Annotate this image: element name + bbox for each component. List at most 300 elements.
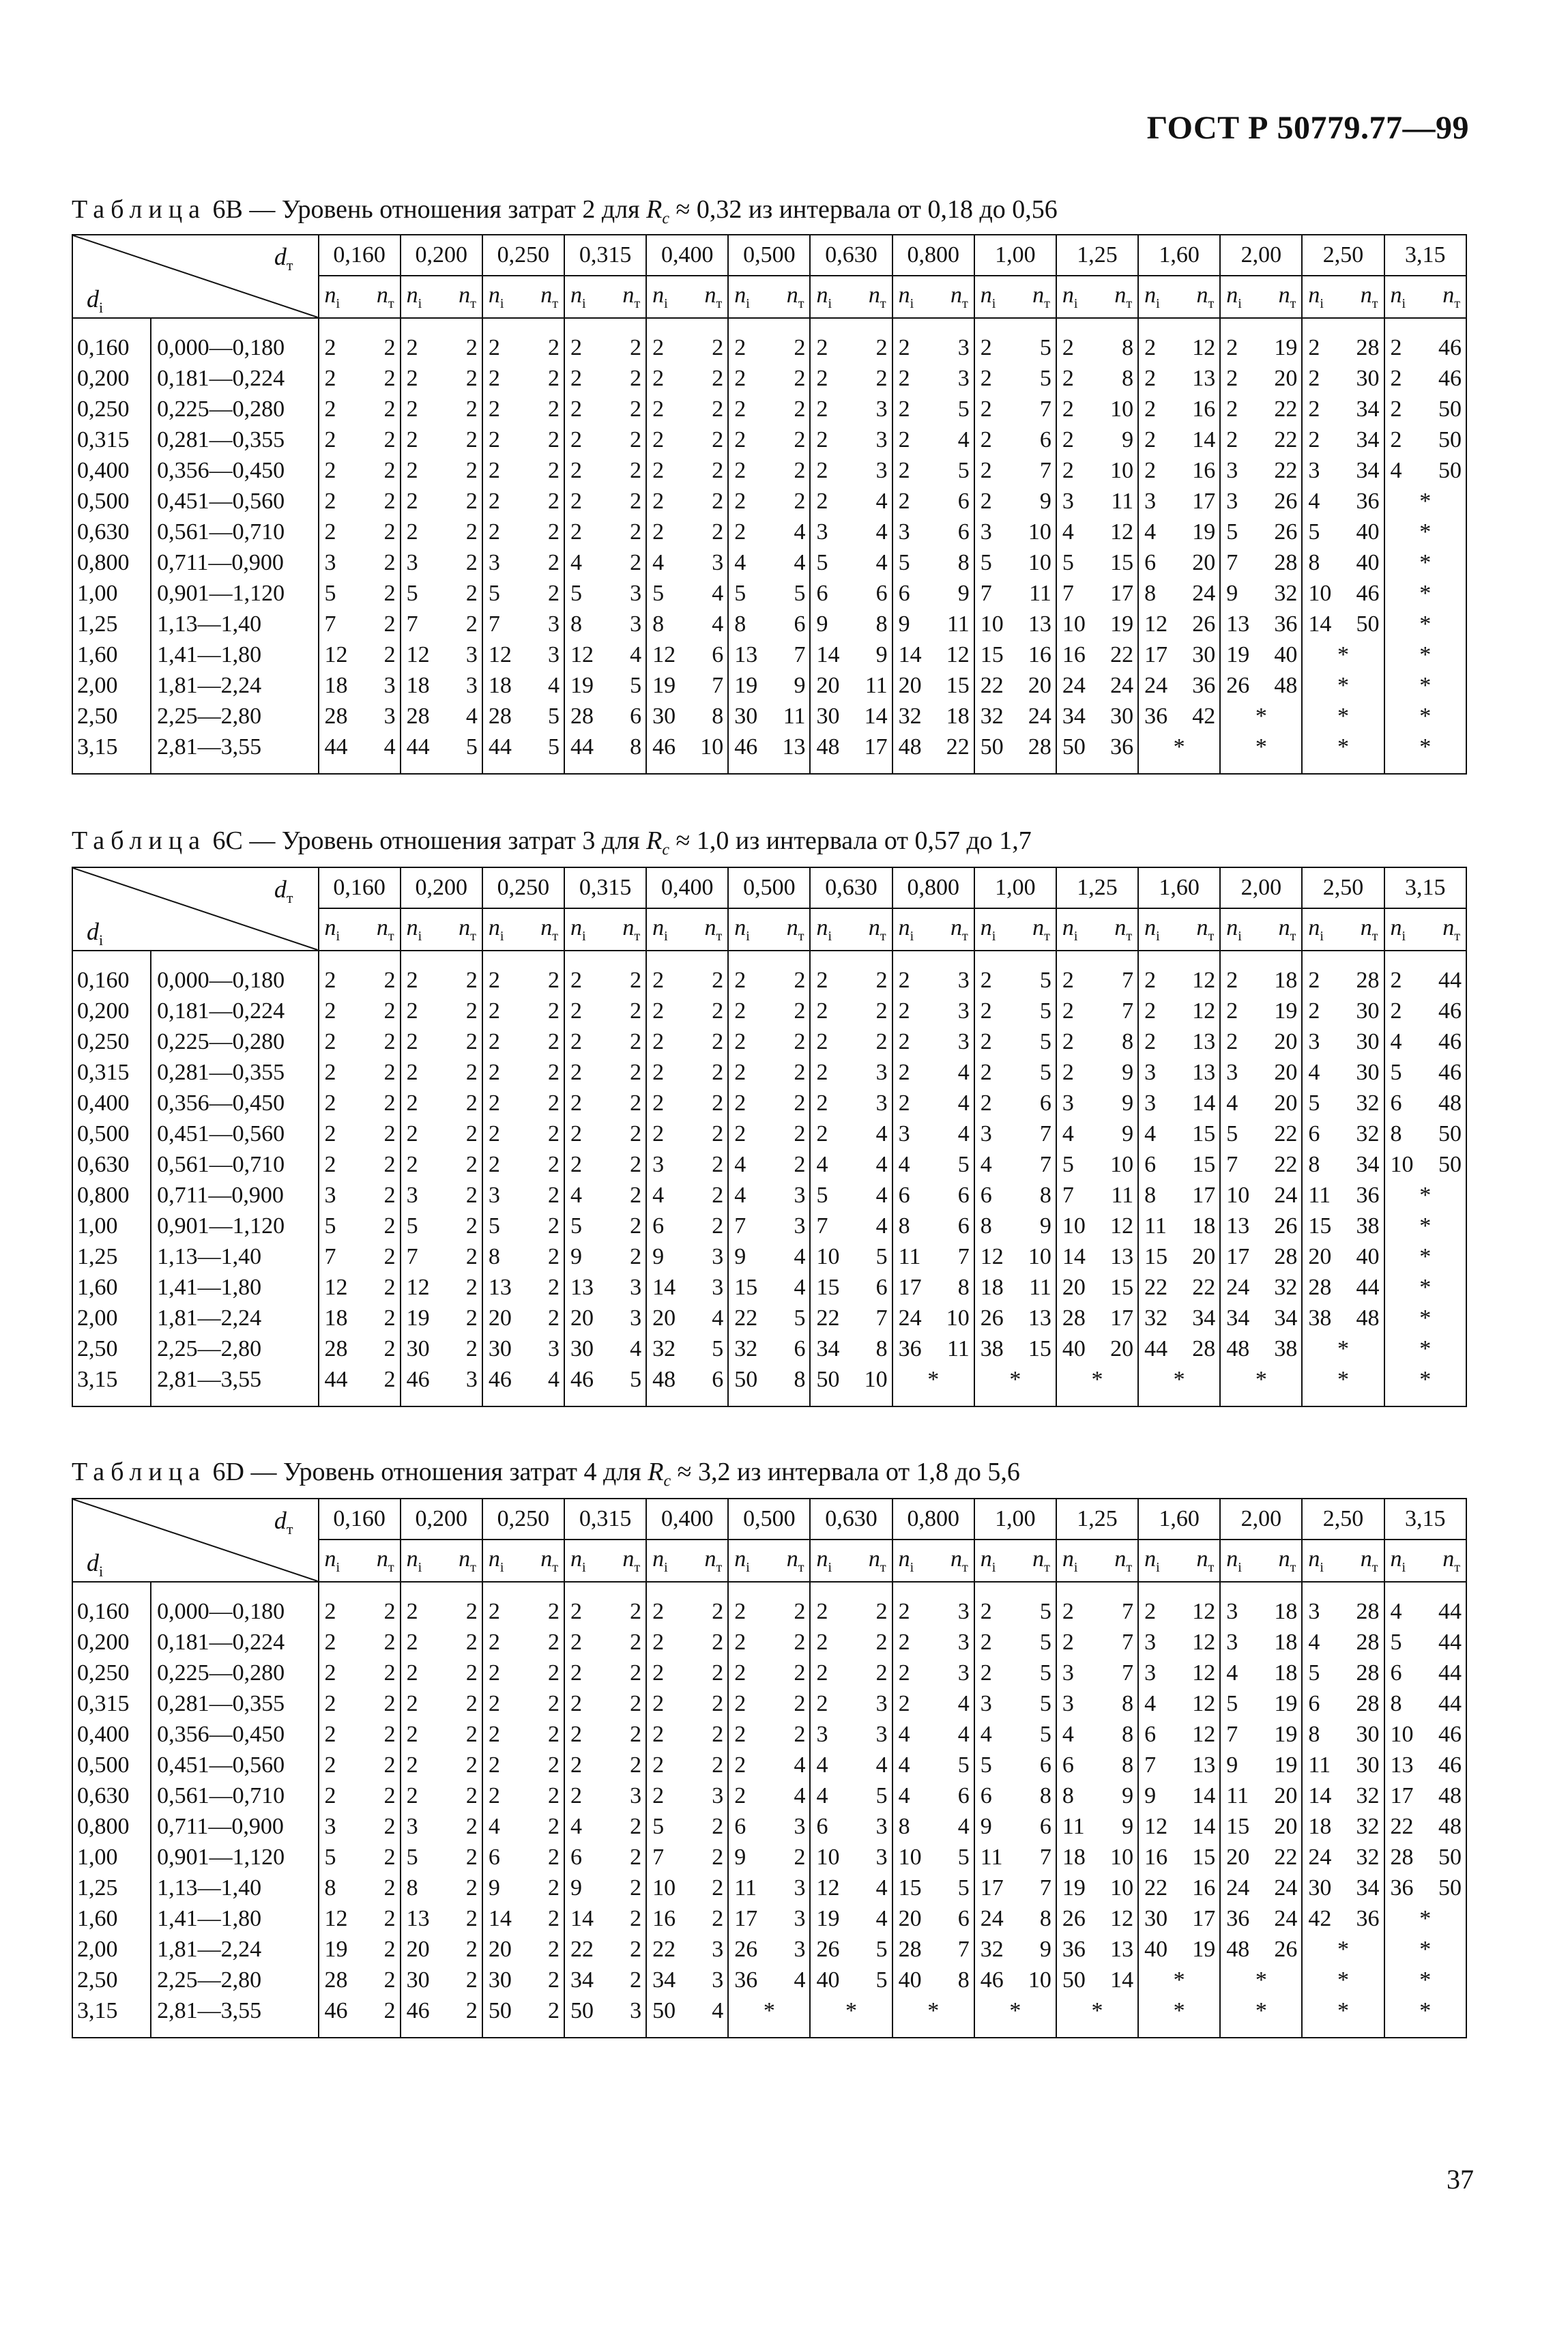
table-row [72, 1211, 1466, 1241]
table-row [72, 1965, 1466, 1995]
table-cell-ni: 42 [1308, 1906, 1332, 1931]
table-cell-nt: 10 [932, 1303, 974, 1333]
table-cell-nt: 22 [1260, 1118, 1302, 1149]
table-cell-nt: 11 [932, 609, 974, 639]
table-cell-nt: 20 [1014, 670, 1056, 701]
table-cell-ni: 15 [816, 1275, 840, 1300]
table-row [72, 1596, 1466, 1627]
table-cell-ni: 2 [816, 1090, 828, 1116]
table-cell-star: * [892, 1995, 974, 2026]
table-cell-ni: 13 [1390, 1752, 1414, 1778]
table-cell-star: * [1056, 1995, 1138, 2026]
table-cell-nt: 6 [932, 486, 974, 517]
column-header: 1,25 [1056, 867, 1138, 908]
dt-label: $d_т$ [274, 243, 293, 274]
table-cell-nt: 12 [1178, 332, 1220, 363]
table-cell-ni: 2 [734, 1752, 746, 1778]
table-cell-ni: 18 [324, 673, 348, 698]
table-cell-nt: 30 [1341, 1750, 1384, 1780]
row-label-d: 0,800 [72, 1811, 151, 1842]
row-label-d: 2,50 [72, 1333, 151, 1364]
table-cell-nt: 2 [604, 486, 646, 517]
table-cell-ni: 30 [1144, 1906, 1168, 1931]
table-cell-nt: 2 [358, 394, 401, 424]
table-cell-ni: 7 [406, 611, 418, 637]
table-cell-nt: 28 [1341, 1596, 1384, 1627]
table-cell-nt: 2 [358, 1903, 401, 1934]
table-cell-ni: 9 [1144, 1783, 1157, 1808]
table-cell-nt: 22 [1260, 394, 1302, 424]
table-cell-nt: 2 [768, 1719, 810, 1750]
table-row [72, 1995, 1466, 2026]
table-cell-nt: 4 [768, 1750, 810, 1780]
row-label-d: 1,25 [72, 1241, 151, 1272]
table-cell-ni: 3 [1226, 458, 1238, 483]
table-cell-ni: 2 [652, 1691, 665, 1716]
row-label-d: 0,800 [72, 1180, 151, 1211]
table-cell-ni: 5 [324, 1845, 336, 1870]
table-cell-nt: 2 [604, 1842, 646, 1873]
table-cell-star: * [1384, 1903, 1466, 1934]
table-cell-nt: 3 [604, 609, 646, 639]
table-cell-star: * [1384, 1303, 1466, 1333]
table-cell-nt: 5 [1014, 1719, 1056, 1750]
table-cell-ni: 2 [324, 396, 336, 422]
table-cell-nt: 10 [1014, 1965, 1056, 1995]
table-cell-nt: 2 [440, 332, 482, 363]
table-cell-nt: 2 [604, 547, 646, 578]
table-cell-ni: 2 [898, 489, 910, 514]
table-cell-nt: 2 [768, 996, 810, 1026]
table-cell-ni: 40 [1144, 1937, 1168, 1962]
table-cell-ni: 11 [1144, 1213, 1167, 1239]
table-cell-star: * [1302, 1364, 1384, 1395]
table-cell-ni: 4 [570, 1183, 582, 1208]
n-subheader: $n_i$ $n_т$ [974, 908, 1056, 951]
table-cell-nt: 2 [440, 965, 482, 996]
table-cell-ni: 13 [406, 1906, 430, 1931]
column-header: 0,160 [319, 1499, 401, 1540]
column-header: 0,800 [892, 235, 974, 276]
table-cell-ni: 4 [652, 550, 665, 575]
table-cell-ni: 2 [980, 968, 992, 993]
table-cell-ni: 4 [898, 1722, 910, 1747]
table-cell-star: * [1302, 732, 1384, 762]
row-label-range: 0,711—0,900 [151, 1811, 318, 1842]
table-cell-ni: 2 [570, 1152, 582, 1177]
table-cell-ni: 4 [1062, 1722, 1074, 1747]
table-cell-ni: 4 [734, 1152, 746, 1177]
table-cell-ni: 3 [1308, 1599, 1320, 1624]
table-cell-nt: 6 [932, 1211, 974, 1241]
table-cell-star: * [1384, 609, 1466, 639]
table-cell-ni: 13 [734, 642, 758, 667]
table-cell-ni: 16 [1062, 642, 1086, 667]
column-header: 0,630 [810, 1499, 892, 1540]
table-cell-nt: 2 [604, 1658, 646, 1688]
table-cell-nt: 34 [1178, 1303, 1220, 1333]
table-cell-ni: 6 [898, 581, 910, 606]
table-cell-nt: 6 [932, 1180, 974, 1211]
column-header: 0,500 [728, 867, 810, 908]
table-cell-nt: 4 [850, 1873, 892, 1903]
row-label-range: 2,25—2,80 [151, 701, 318, 732]
caption-tail: ≈ 3,2 из интервала от 1,8 до 5,6 [677, 1458, 1020, 1486]
table-cell-ni: 28 [1390, 1845, 1414, 1870]
table-cell-nt: 22 [1260, 1149, 1302, 1180]
table-cell-ni: 24 [1144, 673, 1168, 698]
table-cell-ni: 19 [734, 673, 758, 698]
table-cell-nt: 5 [1014, 1057, 1056, 1088]
n-subheader: $n_i$ $n_т$ [1220, 908, 1302, 951]
column-header: 0,500 [728, 1499, 810, 1540]
table-cell-ni: 5 [570, 581, 582, 606]
table-row [72, 1719, 1466, 1750]
table-cell-ni: 8 [1062, 1783, 1074, 1808]
di-label: $d_i$ [87, 1549, 104, 1580]
table-cell-nt: 7 [932, 1934, 974, 1965]
table-cell-nt: 7 [1014, 394, 1056, 424]
table-cell-nt: 48 [1260, 670, 1302, 701]
table-cell-ni: 50 [734, 1367, 758, 1392]
table-cell-nt: 28 [1260, 547, 1302, 578]
table-cell-ni: 2 [816, 1599, 828, 1624]
table-cell-ni: 26 [1226, 673, 1250, 698]
row-label-range: 0,561—0,710 [151, 517, 318, 547]
table-cell-star: * [1384, 732, 1466, 762]
table-cell-ni: 2 [1062, 458, 1074, 483]
table-cell-ni: 14 [1308, 1783, 1332, 1808]
table-cell-ni: 12 [324, 642, 348, 667]
table-cell-ni: 2 [898, 998, 910, 1024]
table-cell-nt: 4 [850, 1750, 892, 1780]
table-cell-nt: 2 [358, 578, 401, 609]
table-cell-ni: 2 [734, 1691, 746, 1716]
table-cell-nt: 2 [440, 363, 482, 394]
table-cell-ni: 2 [488, 1599, 500, 1624]
table-cell-ni: 2 [488, 1752, 500, 1778]
table-cell-ni: 2 [652, 427, 665, 452]
table-cell-ni: 2 [488, 1121, 500, 1146]
table-cell-ni: 46 [406, 1998, 430, 2023]
table-cell-ni: 4 [1062, 1121, 1074, 1146]
table-cell-nt: 6 [686, 1364, 728, 1395]
table-cell-nt: 2 [358, 1211, 401, 1241]
table-cell-ni: 2 [816, 1630, 828, 1655]
row-label-range: 2,81—3,55 [151, 1995, 318, 2026]
column-header: 0,160 [319, 235, 401, 276]
table-cell-ni: 2 [980, 458, 992, 483]
table-cell-nt: 2 [604, 332, 646, 363]
table-row [72, 1026, 1466, 1057]
row-label-d: 1,60 [72, 639, 151, 670]
table-cell-ni: 11 [734, 1875, 757, 1901]
table-cell-nt: 22 [1260, 455, 1302, 486]
table-cell-ni: 2 [898, 458, 910, 483]
table-cell-nt: 28 [1341, 332, 1384, 363]
table-cell-ni: 48 [898, 734, 922, 760]
table-cell-ni: 2 [734, 1029, 746, 1054]
column-header: 0,400 [646, 235, 728, 276]
table-cell-ni: 7 [324, 611, 336, 637]
table-cell-nt: 28 [1341, 1688, 1384, 1719]
table-cell-ni: 19 [816, 1906, 840, 1931]
table-cell-ni: 5 [980, 550, 992, 575]
table-cell-nt: 3 [932, 1658, 974, 1688]
table-cell-nt: 2 [686, 424, 728, 455]
table-cell-nt: 8 [850, 609, 892, 639]
table-cell-nt: 2 [686, 486, 728, 517]
table-cell-ni: 4 [1390, 458, 1402, 483]
table-cell-nt: 4 [850, 1903, 892, 1934]
table-cell-nt: 3 [604, 1995, 646, 2026]
n-subheader: $n_i$ $n_т$ [646, 908, 728, 951]
table-cell-nt: 2 [522, 1811, 564, 1842]
table-cell-nt: 2 [440, 1333, 482, 1364]
table-cell-nt: 2 [522, 1688, 564, 1719]
table-cell-ni: 3 [406, 1183, 418, 1208]
table-cell-nt: 12 [1178, 1658, 1220, 1688]
table-cell-nt: 5 [1014, 1596, 1056, 1627]
table-cell-ni: 2 [734, 1060, 746, 1085]
table-cell-nt: 3 [604, 578, 646, 609]
table-cell-nt: 8 [1096, 1719, 1138, 1750]
table-cell-nt: 2 [768, 394, 810, 424]
table-cell-nt: 44 [1424, 965, 1466, 996]
table-cell-nt: 2 [768, 1688, 810, 1719]
table-cell-ni: 12 [570, 642, 594, 667]
n-subheader: $n_i$ $n_т$ [892, 1540, 974, 1582]
table-cell-nt: 2 [686, 1211, 728, 1241]
table-cell-ni: 3 [1144, 1660, 1157, 1686]
table-cell-ni: 2 [652, 335, 665, 360]
table-cell-nt: 11 [1014, 1272, 1056, 1303]
row-label-d: 0,250 [72, 1658, 151, 1688]
table-cell-nt: 2 [358, 996, 401, 1026]
table-cell-nt: 15 [1178, 1149, 1220, 1180]
table-row [72, 1057, 1466, 1088]
table-cell-ni: 7 [1144, 1752, 1157, 1778]
table-cell-nt: 4 [768, 1965, 810, 1995]
n-subheader: $n_i$ $n_т$ [646, 276, 728, 318]
table-cell-ni: 12 [406, 642, 430, 667]
table-cell-nt: 46 [1424, 1719, 1466, 1750]
table-row [72, 455, 1466, 486]
table-cell-nt: 6 [1014, 424, 1056, 455]
table-cell-ni: 4 [1308, 1630, 1320, 1655]
table-cell-nt: 30 [1096, 701, 1138, 732]
table-cell-nt: 50 [1424, 394, 1466, 424]
table-cell-ni: 2 [734, 1630, 746, 1655]
table-cell-ni: 2 [406, 427, 418, 452]
table-cell-nt: 9 [932, 578, 974, 609]
table-cell-ni: 30 [570, 1336, 594, 1361]
n-subheader: $n_i$ $n_т$ [1220, 1540, 1302, 1582]
table-cell-ni: 30 [1308, 1875, 1332, 1901]
table-cell-star: * [1220, 1965, 1302, 1995]
table-cell-ni: 17 [1144, 642, 1168, 667]
table-row [72, 486, 1466, 517]
table-cell-nt: 3 [850, 1088, 892, 1118]
table-cell-ni: 2 [1144, 396, 1157, 422]
table-cell-ni: 12 [980, 1244, 1004, 1269]
row-label-range: 2,25—2,80 [151, 1965, 318, 1995]
table-cell-nt: 2 [358, 1811, 401, 1842]
table-row [72, 424, 1466, 455]
table-cell-nt: 7 [1096, 996, 1138, 1026]
table-cell-ni: 2 [488, 1660, 500, 1686]
table-cell-ni: 2 [406, 1660, 418, 1686]
column-header: 0,400 [646, 867, 728, 908]
column-header: 1,00 [974, 867, 1056, 908]
row-label-range: 0,356—0,450 [151, 1088, 318, 1118]
table-cell-nt: 5 [768, 1303, 810, 1333]
caption-table-6c [72, 826, 1032, 860]
table-cell-ni: 8 [1144, 581, 1157, 606]
row-label-d: 0,160 [72, 332, 151, 363]
table-cell-ni: 3 [1062, 489, 1074, 514]
table-cell-ni: 2 [1144, 998, 1157, 1024]
table-cell-nt: 3 [440, 1364, 482, 1395]
table-cell-nt: 2 [768, 1088, 810, 1118]
table-cell-ni: 13 [1226, 1213, 1250, 1239]
table-cell-nt: 2 [522, 1118, 564, 1149]
table-cell-nt: 46 [1424, 332, 1466, 363]
table-cell-nt: 5 [850, 1780, 892, 1811]
table-cell-ni: 17 [1226, 1244, 1250, 1269]
table-cell-nt: 11 [850, 670, 892, 701]
table-cell-nt: 4 [850, 1180, 892, 1211]
table-cell-nt: 2 [686, 1750, 728, 1780]
table-cell-ni: 5 [1308, 1660, 1320, 1686]
row-label-d: 0,160 [72, 1596, 151, 1627]
table-cell-nt: 2 [358, 639, 401, 670]
table-cell-nt: 3 [604, 1303, 646, 1333]
table-cell-ni: 36 [734, 1967, 758, 1993]
table-cell-nt: 2 [686, 1903, 728, 1934]
table-cell-ni: 8 [980, 1213, 992, 1239]
table-cell-nt: 2 [604, 455, 646, 486]
table-cell-nt: 6 [1014, 1811, 1056, 1842]
table-cell-ni: 38 [980, 1336, 1004, 1361]
table-cell-ni: 15 [1144, 1244, 1168, 1269]
table-6b [72, 234, 1467, 775]
table-cell-star: * [1302, 1965, 1384, 1995]
table-cell-nt: 9 [1096, 1811, 1138, 1842]
n-subheader: $n_i$ $n_т$ [1384, 276, 1466, 318]
table-row [72, 517, 1466, 547]
table-cell-ni: 24 [1062, 673, 1086, 698]
table-cell-nt: 4 [358, 732, 401, 762]
table-cell-ni: 26 [816, 1937, 840, 1962]
n-subheader: $n_i$ $n_т$ [728, 276, 810, 318]
table-cell-nt: 40 [1341, 1241, 1384, 1272]
table-cell-nt: 2 [358, 1333, 401, 1364]
table-cell-ni: 2 [734, 519, 746, 545]
table-cell-nt: 5 [1014, 332, 1056, 363]
table-cell-ni: 4 [898, 1783, 910, 1808]
table-cell-ni: 2 [1144, 968, 1157, 993]
table-cell-nt: 36 [1178, 670, 1220, 701]
table-cell-nt: 2 [358, 1995, 401, 2026]
table-cell-nt: 20 [1178, 547, 1220, 578]
table-cell-nt: 46 [1424, 1026, 1466, 1057]
table-cell-ni: 8 [1390, 1691, 1402, 1716]
table-cell-ni: 7 [324, 1244, 336, 1269]
n-subheader: $n_i$ $n_т$ [319, 276, 401, 318]
table-cell-nt: 20 [1260, 1026, 1302, 1057]
table-cell-ni: 28 [1308, 1275, 1332, 1300]
table-cell-nt: 2 [522, 1719, 564, 1750]
table-cell-ni: 5 [324, 581, 336, 606]
table-cell-nt: 2 [522, 1965, 564, 1995]
table-cell-ni: 12 [816, 1875, 840, 1901]
table-cell-ni: 4 [488, 1814, 500, 1839]
table-cell-ni: 2 [324, 1752, 336, 1778]
table-cell-nt: 20 [1260, 1088, 1302, 1118]
table-cell-nt: 14 [1178, 1088, 1220, 1118]
table-cell-nt: 14 [1178, 1780, 1220, 1811]
table-cell-ni: 6 [980, 1183, 992, 1208]
table-cell-ni: 3 [816, 1722, 828, 1747]
table-cell-ni: 13 [1226, 611, 1250, 637]
table-cell-ni: 20 [898, 1906, 922, 1931]
table-cell-ni: 2 [406, 366, 418, 391]
n-subheader: $n_i$ $n_т$ [401, 1540, 482, 1582]
table-cell-star: * [1302, 670, 1384, 701]
table-cell-ni: 12 [1144, 1814, 1168, 1839]
table-cell-nt: 3 [932, 996, 974, 1026]
table-cell-ni: 4 [1308, 1060, 1320, 1085]
table-cell-ni: 2 [1308, 396, 1320, 422]
table-cell-ni: 40 [816, 1967, 840, 1993]
table-cell-ni: 2 [406, 1722, 418, 1747]
table-cell-ni: 36 [898, 1336, 922, 1361]
table-cell-nt: 2 [522, 1026, 564, 1057]
table-cell-ni: 24 [1226, 1275, 1250, 1300]
table-cell-ni: 7 [1226, 1152, 1238, 1177]
table-cell-nt: 2 [440, 1965, 482, 1995]
n-subheader: $n_i$ $n_т$ [482, 1540, 564, 1582]
table-cell-ni: 9 [898, 611, 910, 637]
table-cell-nt: 11 [1014, 578, 1056, 609]
table-cell-nt: 8 [1096, 1688, 1138, 1719]
table-cell-nt: 24 [1014, 701, 1056, 732]
table-cell-ni: 15 [980, 642, 1004, 667]
table-cell-ni: 20 [488, 1305, 512, 1331]
table-cell-nt: 2 [522, 1658, 564, 1688]
table-cell-ni: 6 [1308, 1691, 1320, 1716]
table-cell-ni: 6 [652, 1213, 665, 1239]
table-cell-ni: 11 [1308, 1183, 1331, 1208]
column-header: 0,400 [646, 1499, 728, 1540]
table-cell-nt: 40 [1341, 547, 1384, 578]
table-cell-ni: 48 [816, 734, 840, 760]
n-subheader: $n_i$ $n_т$ [1138, 1540, 1220, 1582]
table-cell-ni: 4 [1062, 519, 1074, 545]
table-cell-ni: 3 [1226, 1599, 1238, 1624]
table-cell-ni: 2 [1062, 335, 1074, 360]
table-cell-ni: 8 [1144, 1183, 1157, 1208]
table-cell-nt: 2 [604, 1873, 646, 1903]
table-cell-nt: 10 [1096, 394, 1138, 424]
table-cell-ni: 9 [488, 1875, 500, 1901]
table-cell-nt: 2 [522, 1873, 564, 1903]
table-cell-nt: 34 [1341, 1149, 1384, 1180]
table-cell-ni: 18 [1062, 1845, 1086, 1870]
table-cell-ni: 11 [1308, 1752, 1331, 1778]
column-header: 1,25 [1056, 235, 1138, 276]
